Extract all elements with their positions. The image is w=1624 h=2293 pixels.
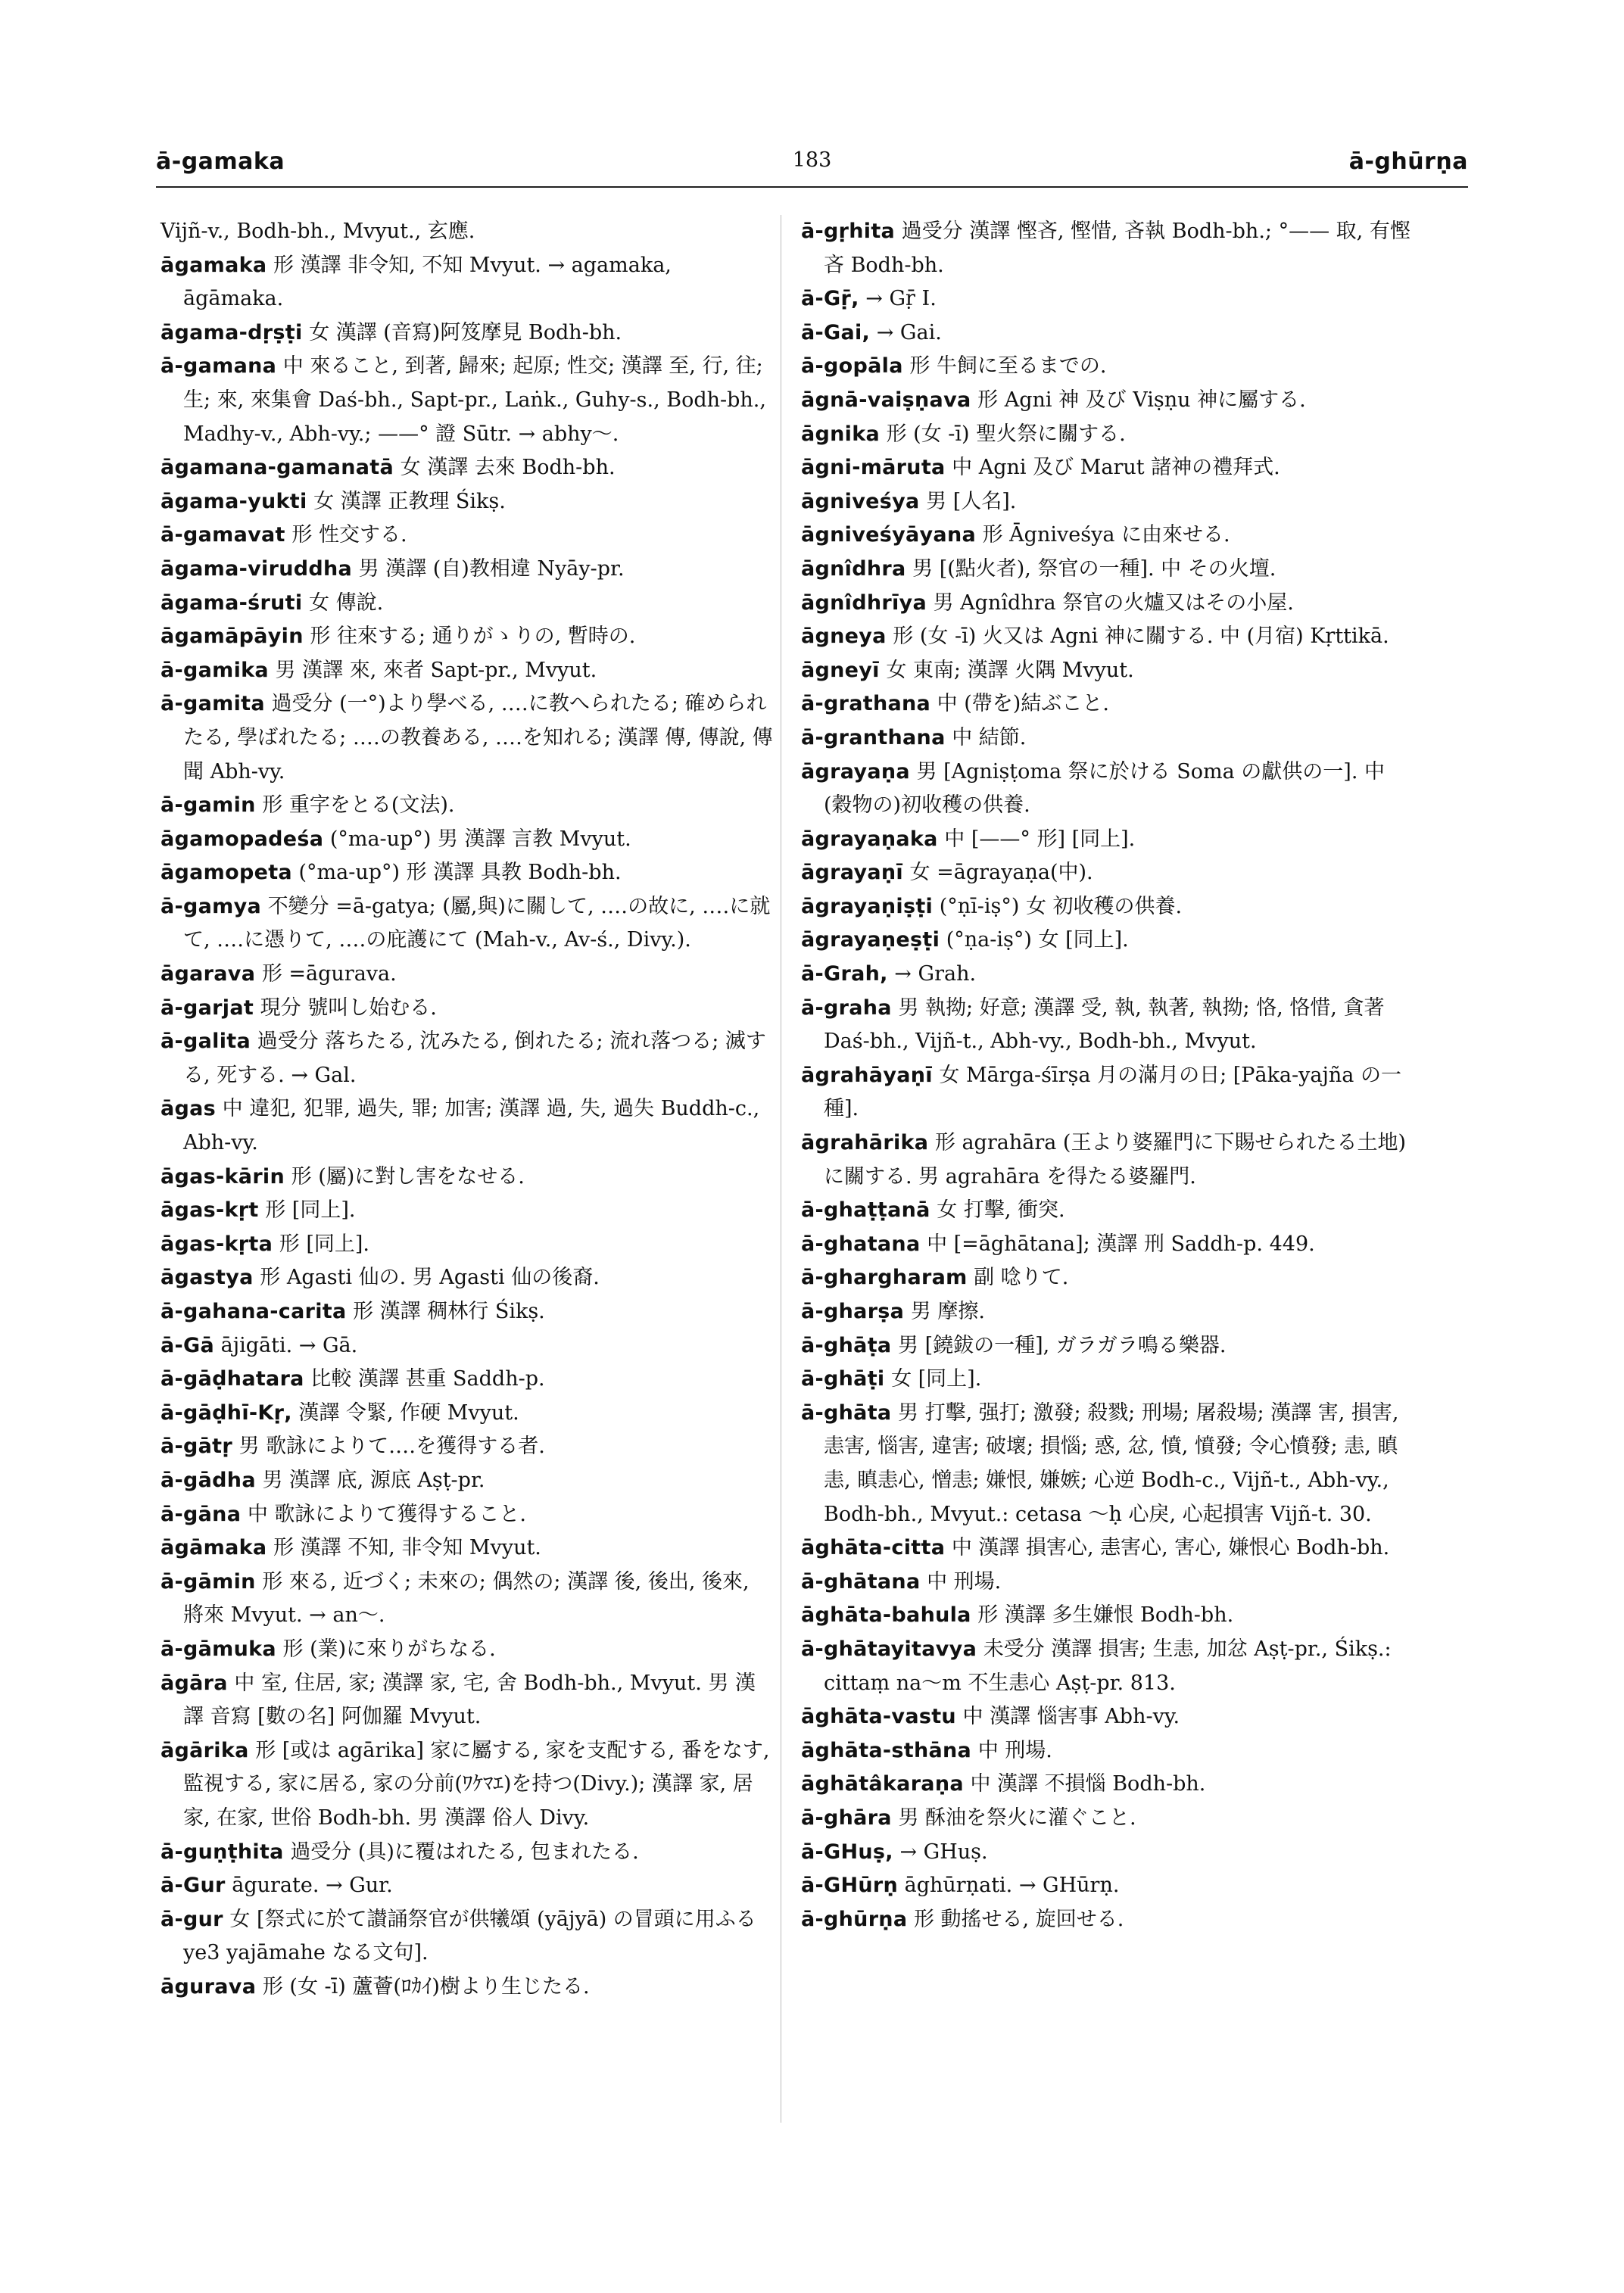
entry-headword: āgrahārika: [801, 1131, 929, 1155]
dictionary-entry: [161, 654, 775, 688]
entry-definition: 中 漢譯 惱害事 Abh-vy.: [962, 1705, 1180, 1729]
entry-definition: 形 重字をとる(文法).: [262, 793, 455, 818]
dictionary-entry: [801, 1633, 1416, 1700]
header-rule: [156, 186, 1468, 188]
entry-headword: ā-ghaṭṭanā: [801, 1198, 930, 1223]
entry-headword: ā-ghargharam: [801, 1266, 968, 1290]
entry-definition: → Gṝ I.: [865, 287, 937, 311]
dictionary-entry: [161, 1667, 775, 1734]
dictionary-entry: [801, 1228, 1416, 1262]
dictionary-entry: [801, 924, 1416, 958]
entry-definition: 男 [Agniṣṭoma 祭に於ける Soma の獻供の一]. 中 (穀物の)初收穫の供養.: [824, 759, 1385, 818]
header-last-headword: ā-ghūrṇa: [1348, 148, 1468, 175]
entry-headword: ā-gamika: [161, 658, 269, 682]
entry-definition: 男 酥油を祭火に灌ぐこと.: [898, 1805, 1136, 1830]
entry-definition: (°ma-up°) 形 漢譯 具教 Bodh-bh.: [298, 861, 622, 885]
entry-definition: 男 [(點火者), 祭官の一種]. 中 その火壇.: [912, 556, 1276, 581]
page-number: 183: [792, 148, 832, 172]
entry-headword: ā-ghūrṇa: [801, 1907, 908, 1931]
entry-definition: 中 Agni 及び Marut 諸神の禮拜式.: [952, 456, 1280, 480]
entry-definition: 中 [——° 形] [同上].: [944, 827, 1136, 851]
entry-headword: ā-gṛhita: [801, 220, 896, 243]
entry-headword: āgnîdhra: [801, 556, 906, 581]
dictionary-entry: [161, 1633, 775, 1667]
dictionary-entry: [161, 1464, 775, 1498]
entry-definition: 女 [祭式に於て讃誦祭官が供犧頌 (yājyā) の冒頭に用ふる ye3 yajāmahe なる文句].: [183, 1907, 756, 1965]
entry-definition: 女 =āgrayaṇa(中).: [909, 861, 1093, 885]
entry-definition: 中 來ること, 到著, 歸來; 起原; 性交; 漢譯 至, 行, 往; 生; 來, 來集會 Daś-bh., Sapt-pr., Laṅk., Guhy-s., Bodh-bh., Madhy-v., Abh-vy.; ——° 證 Sūtr. → abhy〜.: [183, 354, 766, 446]
entry-headword: āghāta-sthāna: [801, 1738, 972, 1762]
entry-headword: ā-gamya: [161, 894, 262, 918]
entry-headword: ā-ghāṭi: [801, 1367, 885, 1391]
entry-definition: 女 東南; 漢譯 火隅 Mvyut.: [886, 658, 1134, 682]
dictionary-entry: [161, 1971, 775, 2005]
entry-definition: 形 漢譯 多生嫌恨 Bodh-bh.: [977, 1603, 1234, 1628]
entry-headword: āgniveśyāyana: [801, 523, 976, 547]
entry-definition: 形 (女 -ī) 聖火祭に關する.: [886, 422, 1126, 446]
entry-headword: ā-gamavat: [161, 523, 285, 547]
entry-headword: āgama-yukti: [161, 489, 307, 513]
dictionary-entry: [801, 721, 1416, 756]
entry-definition: 形 [或は agārika] 家に屬する, 家を支配する, 番をなす, 監視する, 家に居る, 家の分前(ﾜｹﾏｴ)を持つ(Divy.); 漢譯 家, 居家, 在家, 世俗 Bodh-bh. 男 漢譯 俗人 Divy.: [183, 1738, 770, 1830]
entry-definition: 形 動搖せる, 旋回せる.: [913, 1907, 1124, 1931]
dictionary-entry: [161, 1566, 775, 1633]
entry-definition: (°ma-up°) 男 漢譯 言教 Mvyut.: [329, 827, 631, 851]
entry-headword: āgamaka: [161, 253, 267, 277]
entry-definition: 女 漢譯 正教理 Śikṣ.: [313, 489, 506, 513]
dictionary-entry: [801, 620, 1416, 654]
dictionary-entry: [801, 519, 1416, 553]
dictionary-entry: [161, 1295, 775, 1329]
entry-definition: 形 [同上].: [279, 1232, 369, 1256]
entry-headword: āgnîdhrīya: [801, 590, 927, 615]
entry-headword: ā-Gṝ,: [801, 287, 859, 311]
dictionary-entry: [801, 1126, 1416, 1194]
dictionary-entry: [801, 282, 1416, 316]
entry-headword: āgni-māruta: [801, 456, 946, 480]
entry-definition: 中 漢譯 不損惱 Bodh-bh.: [970, 1772, 1206, 1796]
entry-headword: āgrayaṇeṣṭi: [801, 928, 940, 952]
entry-headword: āgrayaṇa: [801, 759, 910, 784]
entry-headword: ā-garjat: [161, 995, 254, 1020]
entry-definition: 中 違犯, 犯罪, 過失, 罪; 加害; 漢譯 過, 失, 過失 Buddh-c., Abh-vy.: [183, 1097, 760, 1155]
dictionary-entry: [801, 418, 1416, 452]
entry-headword: āgniveśya: [801, 489, 920, 513]
dictionary-entry: [161, 1092, 775, 1160]
dictionary-entry: [161, 1228, 775, 1262]
entry-headword: ā-gādha: [161, 1468, 256, 1492]
dictionary-entry: [801, 856, 1416, 890]
entry-definition: 形 往來する; 通りがゝりの, 暫時の.: [310, 625, 636, 649]
dictionary-entry: [801, 1566, 1416, 1600]
entry-headword: ā-ghātana: [801, 1569, 921, 1594]
dictionary-entry: [161, 620, 775, 654]
entry-definition: 中 刑場.: [977, 1738, 1052, 1762]
entry-definition: 男 執拗; 好意; 漢譯 受, 執, 執著, 執拗; 恪, 恪惜, 貪著 Daś-bh., Vijñ-t., Abh-vy., Bodh-bh., Mvyut.: [824, 995, 1385, 1054]
entry-definition: 副 唸りて.: [974, 1266, 1069, 1290]
entry-headword: ā-Gur: [161, 1874, 226, 1898]
entry-headword: ā-ghāṭa: [801, 1333, 892, 1357]
dictionary-entry: [801, 1869, 1416, 1903]
entry-headword: ā-ghāra: [801, 1805, 892, 1830]
entry-definition: → GHuṣ.: [899, 1840, 988, 1864]
dictionary-entry: [161, 451, 775, 485]
dictionary-entry: [801, 1802, 1416, 1836]
entry-definition: 中 漢譯 損害心, 恚害心, 害心, 嫌恨心 Bodh-bh.: [951, 1536, 1390, 1560]
entry-headword: ā-gamin: [161, 793, 256, 818]
entry-definition: 男 [鐃鈸の一種], ガラガラ鳴る樂器.: [898, 1333, 1227, 1357]
entry-definition: 過受分 (具)に覆はれたる, 包まれたる.: [290, 1840, 639, 1864]
entry-headword: ā-graha: [801, 995, 892, 1020]
dictionary-entry: [801, 1261, 1416, 1295]
entry-headword: ā-ghātayitavya: [801, 1637, 977, 1661]
left-column: [161, 215, 775, 2004]
entry-definition: 中 結節.: [952, 725, 1027, 749]
entry-definition: → Grah.: [894, 962, 977, 986]
entry-definition: 形 (女 -ī) 火又は Agni 神に關する. 中 (月宿) Kṛttikā.: [893, 625, 1389, 649]
dictionary-entry: [801, 1903, 1416, 1937]
entry-headword: āgas: [161, 1097, 217, 1121]
entry-definition: 過受分 漢譯 慳吝, 慳惜, 吝執 Bodh-bh.; °—— 取, 有慳吝 Bodh-bh.: [824, 220, 1410, 277]
entry-definition: 中 [=āghātana]; 漢譯 刑 Saddh-p. 449.: [927, 1232, 1315, 1256]
dictionary-entry: [161, 1869, 775, 1903]
entry-definition: āghūrṇati. → GHūrṇ.: [904, 1874, 1120, 1898]
entry-headword: ā-gāna: [161, 1502, 242, 1526]
dictionary-entry: [161, 1161, 775, 1195]
entry-definition: 形 (業)に來りがちなる.: [282, 1637, 496, 1661]
dictionary-entry: [161, 958, 775, 992]
entry-headword: ā-GHuṣ,: [801, 1840, 893, 1864]
entry-headword: āgamopeta: [161, 861, 292, 885]
entry-definition: 男 打擊, 强打; 激發; 殺戮; 刑場; 屠殺場; 漢譯 害, 損害, 恚害, 惱害, 違害; 破壞; 損惱; 惑, 忿, 憤, 憤發; 令心憤發; 恚, 瞋恚, 瞋恚心, 憎恚; 嫌恨, 嫌嫉; 心逆 Bodh-c., Vijñ-t., Abh-vy., Bodh-bh., Mvyut.: cetasa 〜ḥ 心戾, 心起損害 Vijñ-t. 30.: [824, 1400, 1399, 1526]
entry-definition: (°ṇa-iṣ°) 女 [同上].: [946, 928, 1129, 952]
entry-headword: āgas-kārin: [161, 1164, 285, 1189]
dictionary-entry: [801, 215, 1416, 282]
entry-definition: 形 [同上].: [265, 1198, 356, 1223]
entry-headword: āgnika: [801, 422, 880, 446]
entry-headword: āgurava: [161, 1974, 257, 1999]
entry-headword: āgāra: [161, 1671, 228, 1695]
entry-headword: āgamopadeśa: [161, 827, 324, 851]
entry-definition: 形 =āgurava.: [261, 962, 397, 986]
entry-definition: 形 Agasti 仙の. 男 Agasti 仙の後裔.: [260, 1266, 600, 1290]
entry-headword: āgama-dṛṣṭi: [161, 320, 303, 344]
entry-headword: ā-gāmin: [161, 1569, 256, 1594]
entry-headword: āgama-viruddha: [161, 556, 353, 581]
dictionary-entry: [161, 1430, 775, 1464]
dictionary-entry: [801, 958, 1416, 992]
dictionary-entry: [161, 587, 775, 621]
entry-headword: ā-Gai,: [801, 320, 871, 344]
entry-headword: ā-gāḍhī-Kṛ,: [161, 1400, 292, 1425]
entry-headword: āgneya: [801, 625, 887, 649]
dictionary-entry: [161, 350, 775, 451]
dictionary-entry: [801, 384, 1416, 418]
dictionary-entry: [801, 1363, 1416, 1397]
entry-headword: āgas-kṛta: [161, 1232, 273, 1256]
entry-headword: ā-ghāta: [801, 1400, 892, 1425]
entry-definition: āgurate. → Gur.: [232, 1874, 393, 1898]
entry-headword: ā-gātṛ: [161, 1435, 232, 1459]
entry-headword: āgamāpāyin: [161, 625, 304, 649]
entry-definition: 男 漢譯 底, 源底 Aṣṭ-pr.: [262, 1468, 485, 1492]
entry-headword: āgrayaṇaka: [801, 827, 938, 851]
entry-definition: 中 室, 住居, 家; 漢譯 家, 宅, 舍 Bodh-bh., Mvyut. 男 漢譯 音寫 [數の名] 阿伽羅 Mvyut.: [183, 1671, 756, 1729]
entry-definition: 形 Āgniveśya に由來せる.: [982, 523, 1230, 547]
entry-headword: āgrayaṇiṣṭi: [801, 894, 934, 918]
dictionary-entry: [161, 1531, 775, 1566]
entry-definition: 形 漢譯 稠林行 Śikṣ.: [353, 1300, 545, 1323]
dictionary-entry: [801, 1734, 1416, 1768]
entry-headword: ā-galita: [161, 1030, 251, 1054]
entry-definition: 男 漢譯 來, 來者 Sapt-pr., Mvyut.: [275, 658, 597, 682]
dictionary-entry: [161, 687, 775, 789]
entry-definition: 男 [人名].: [926, 489, 1017, 513]
dictionary-entry: [801, 1329, 1416, 1363]
dictionary-entry: [801, 1295, 1416, 1329]
entry-headword: āgrayaṇī: [801, 861, 903, 885]
entry-headword: ā-GHūrṇ: [801, 1874, 899, 1898]
entry-headword: ā-gopāla: [801, 354, 903, 379]
dictionary-entry: [161, 316, 775, 350]
entry-definition: 不變分 =ā-gatya; (屬,與)に關して, ‥‥の故に, ‥‥に就て, ‥‥に憑りて, ‥‥の庇護にて (Mah-v., Av-ś., Divy.).: [183, 894, 771, 952]
right-column: [801, 215, 1416, 1936]
entry-definition: 女 漢譯 去來 Bodh-bh.: [400, 456, 616, 480]
dictionary-entry: [161, 553, 775, 587]
dictionary-entry: [161, 1397, 775, 1431]
entry-headword: āgāmaka: [161, 1536, 267, 1560]
entry-definition: 中 (帶を)結ぶこと.: [937, 692, 1109, 716]
dictionary-entry: [801, 1836, 1416, 1870]
entry-definition: 女 Mārga-śīrṣa 月の滿月の日; [Pāka-yajña の一種].: [824, 1063, 1401, 1121]
entry-headword: ā-Gā: [161, 1333, 215, 1357]
dictionary-entry: [801, 890, 1416, 924]
dictionary-entry: [161, 1261, 775, 1295]
dictionary-entry: [161, 1498, 775, 1532]
dictionary-entry: [801, 553, 1416, 587]
entry-headword: āgneyī: [801, 658, 880, 682]
entry-definition: 現分 號叫し始むる.: [260, 995, 437, 1020]
entry-definition: 比較 漢譯 甚重 Saddh-p.: [310, 1367, 545, 1391]
dictionary-entry: [161, 890, 775, 958]
entry-definition: 形 漢譯 不知, 非令知 Mvyut.: [273, 1536, 541, 1560]
dictionary-entry: [801, 1768, 1416, 1802]
entry-headword: ā-gamita: [161, 692, 265, 716]
entry-definition: 男 歌詠によりて‥‥を獲得する者.: [238, 1435, 545, 1459]
dictionary-entry: [161, 789, 775, 823]
entry-definition: Vijñ-v., Bodh-bh., Mvyut., 玄應.: [161, 220, 475, 243]
entry-headword: āgama-śruti: [161, 590, 303, 615]
dictionary-entry: [801, 687, 1416, 721]
dictionary-entry: [801, 485, 1416, 519]
dictionary-entry: [161, 1903, 775, 1971]
entry-definition: 女 漢譯 (音寫)阿笈摩見 Bodh-bh.: [309, 320, 622, 344]
entry-definition: 形 漢譯 非令知, 不知 Mvyut. → agamaka, āgāmaka.: [183, 253, 672, 311]
entry-headword: āghāta-bahula: [801, 1603, 971, 1628]
entry-headword: āgārika: [161, 1738, 249, 1762]
entry-definition: (°ṇī-iṣ°) 女 初收穫の供養.: [939, 894, 1183, 918]
entry-headword: ā-granthana: [801, 725, 946, 749]
entry-headword: ā-ghatana: [801, 1232, 921, 1256]
entry-headword: ā-Grah,: [801, 962, 888, 986]
entry-headword: ā-guṇṭhita: [161, 1840, 284, 1864]
dictionary-entry: [801, 1194, 1416, 1228]
entry-definition: → Gai.: [876, 320, 942, 344]
entry-headword: ā-gur: [161, 1907, 223, 1931]
dictionary-entry: [801, 756, 1416, 823]
entry-definition: 漢譯 令緊, 作硬 Mvyut.: [298, 1400, 519, 1425]
dictionary-entry: [161, 1734, 775, 1836]
entry-definition: 形 (屬)に對し害をなせる.: [291, 1164, 525, 1189]
dictionary-entry: [801, 1531, 1416, 1566]
entry-definition: 過受分 落ちたる, 沈みたる, 倒れたる; 流れ落つる; 滅する, 死する. → Gal.: [183, 1030, 766, 1087]
dictionary-entry: [801, 1397, 1416, 1531]
entry-definition: ājigāti. → Gā.: [220, 1333, 358, 1357]
entry-definition: 女 傳說.: [309, 590, 384, 615]
dictionary-entry: [161, 1025, 775, 1092]
entry-definition: 形 來る, 近づく; 未來の; 偶然の; 漢譯 後, 後出, 後來, 將來 Mvyut. → an〜.: [183, 1569, 750, 1628]
entry-headword: ā-gāmuka: [161, 1637, 276, 1661]
entry-definition: 過受分 (一°)より學べる, ‥‥に教へられたる; 確められたる, 學ばれたる; ‥‥の教養ある, ‥‥を知れる; 漢譯 傳, 傳說, 傳聞 Abh-vy.: [183, 692, 773, 784]
entry-headword: āgnā-vaiṣṇava: [801, 388, 971, 412]
entry-headword: āgastya: [161, 1266, 254, 1290]
dictionary-entry: [801, 654, 1416, 688]
dictionary-entry: [801, 823, 1416, 857]
entry-headword: āgrahāyaṇī: [801, 1063, 933, 1087]
dictionary-entry: [161, 1194, 775, 1228]
entry-headword: āgarava: [161, 962, 256, 986]
entry-headword: āghāta-citta: [801, 1536, 946, 1560]
entry-definition: 形 Agni 神 及び Viṣṇu 神に屬する.: [977, 388, 1306, 412]
entry-definition: 形 (女 -ī) 蘆薈(ﾛｶｲ)樹より生じたる.: [262, 1974, 590, 1999]
entry-headword: āghāta-vastu: [801, 1705, 956, 1729]
entry-definition: 女 打擊, 衝突.: [937, 1198, 1065, 1223]
entry-definition: 中 刑場.: [927, 1569, 1002, 1594]
entry-headword: ā-gamana: [161, 354, 277, 379]
dictionary-entry: [801, 316, 1416, 350]
dictionary-entry: [161, 519, 775, 553]
dictionary-entry: [801, 1059, 1416, 1126]
dictionary-entry: [161, 856, 775, 890]
dictionary-entry: [161, 485, 775, 519]
entry-definition: 中 歌詠によりて獲得すること.: [247, 1502, 526, 1526]
dictionary-entry: [161, 823, 775, 857]
entry-headword: ā-gharṣa: [801, 1300, 905, 1323]
entry-headword: āghātâkaraṇa: [801, 1772, 964, 1796]
entry-definition: 男 漢譯 (自)教相違 Nyāy-pr.: [358, 556, 625, 581]
entry-headword: ā-grathana: [801, 692, 931, 716]
dictionary-entry: [801, 992, 1416, 1059]
dictionary-entry: [161, 1836, 775, 1870]
header-first-headword: ā-gamaka: [156, 148, 285, 175]
dictionary-entry: [161, 1329, 775, 1363]
page-header: [156, 148, 1468, 182]
dictionary-entry: [161, 1363, 775, 1397]
entry-definition: 男 Agnîdhra 祭官の火爐又はその小屋.: [933, 590, 1294, 615]
entry-definition: 未受分 漢譯 損害; 生恚, 加忿 Aṣṭ-pr., Śikṣ.: cittaṃ na〜m 不生恚心 Aṣṭ-pr. 813.: [824, 1637, 1392, 1695]
entry-definition: 形 牛飼に至るまでの.: [909, 354, 1107, 379]
dictionary-entry: [161, 215, 775, 249]
dictionary-entry: [801, 350, 1416, 384]
dictionary-entry: [801, 1700, 1416, 1734]
dictionary-entry: [161, 249, 775, 316]
entry-definition: 形 agrahāra (王より婆羅門に下賜せられたる土地)に關する. 男 agrahāra を得たる婆羅門.: [824, 1131, 1406, 1189]
entry-headword: ā-gāḍhatara: [161, 1367, 304, 1391]
entry-definition: 女 [同上].: [891, 1367, 982, 1391]
dictionary-entry: [161, 992, 775, 1026]
dictionary-entry: [801, 1599, 1416, 1633]
entry-headword: āgamana-gamanatā: [161, 456, 394, 480]
dictionary-entry: [801, 451, 1416, 485]
entry-definition: 形 性交する.: [291, 523, 407, 547]
dictionary-entry: [801, 587, 1416, 621]
entry-definition: 男 摩擦.: [910, 1300, 985, 1323]
entry-headword: āgas-kṛt: [161, 1198, 259, 1223]
entry-headword: ā-gahana-carita: [161, 1300, 347, 1323]
